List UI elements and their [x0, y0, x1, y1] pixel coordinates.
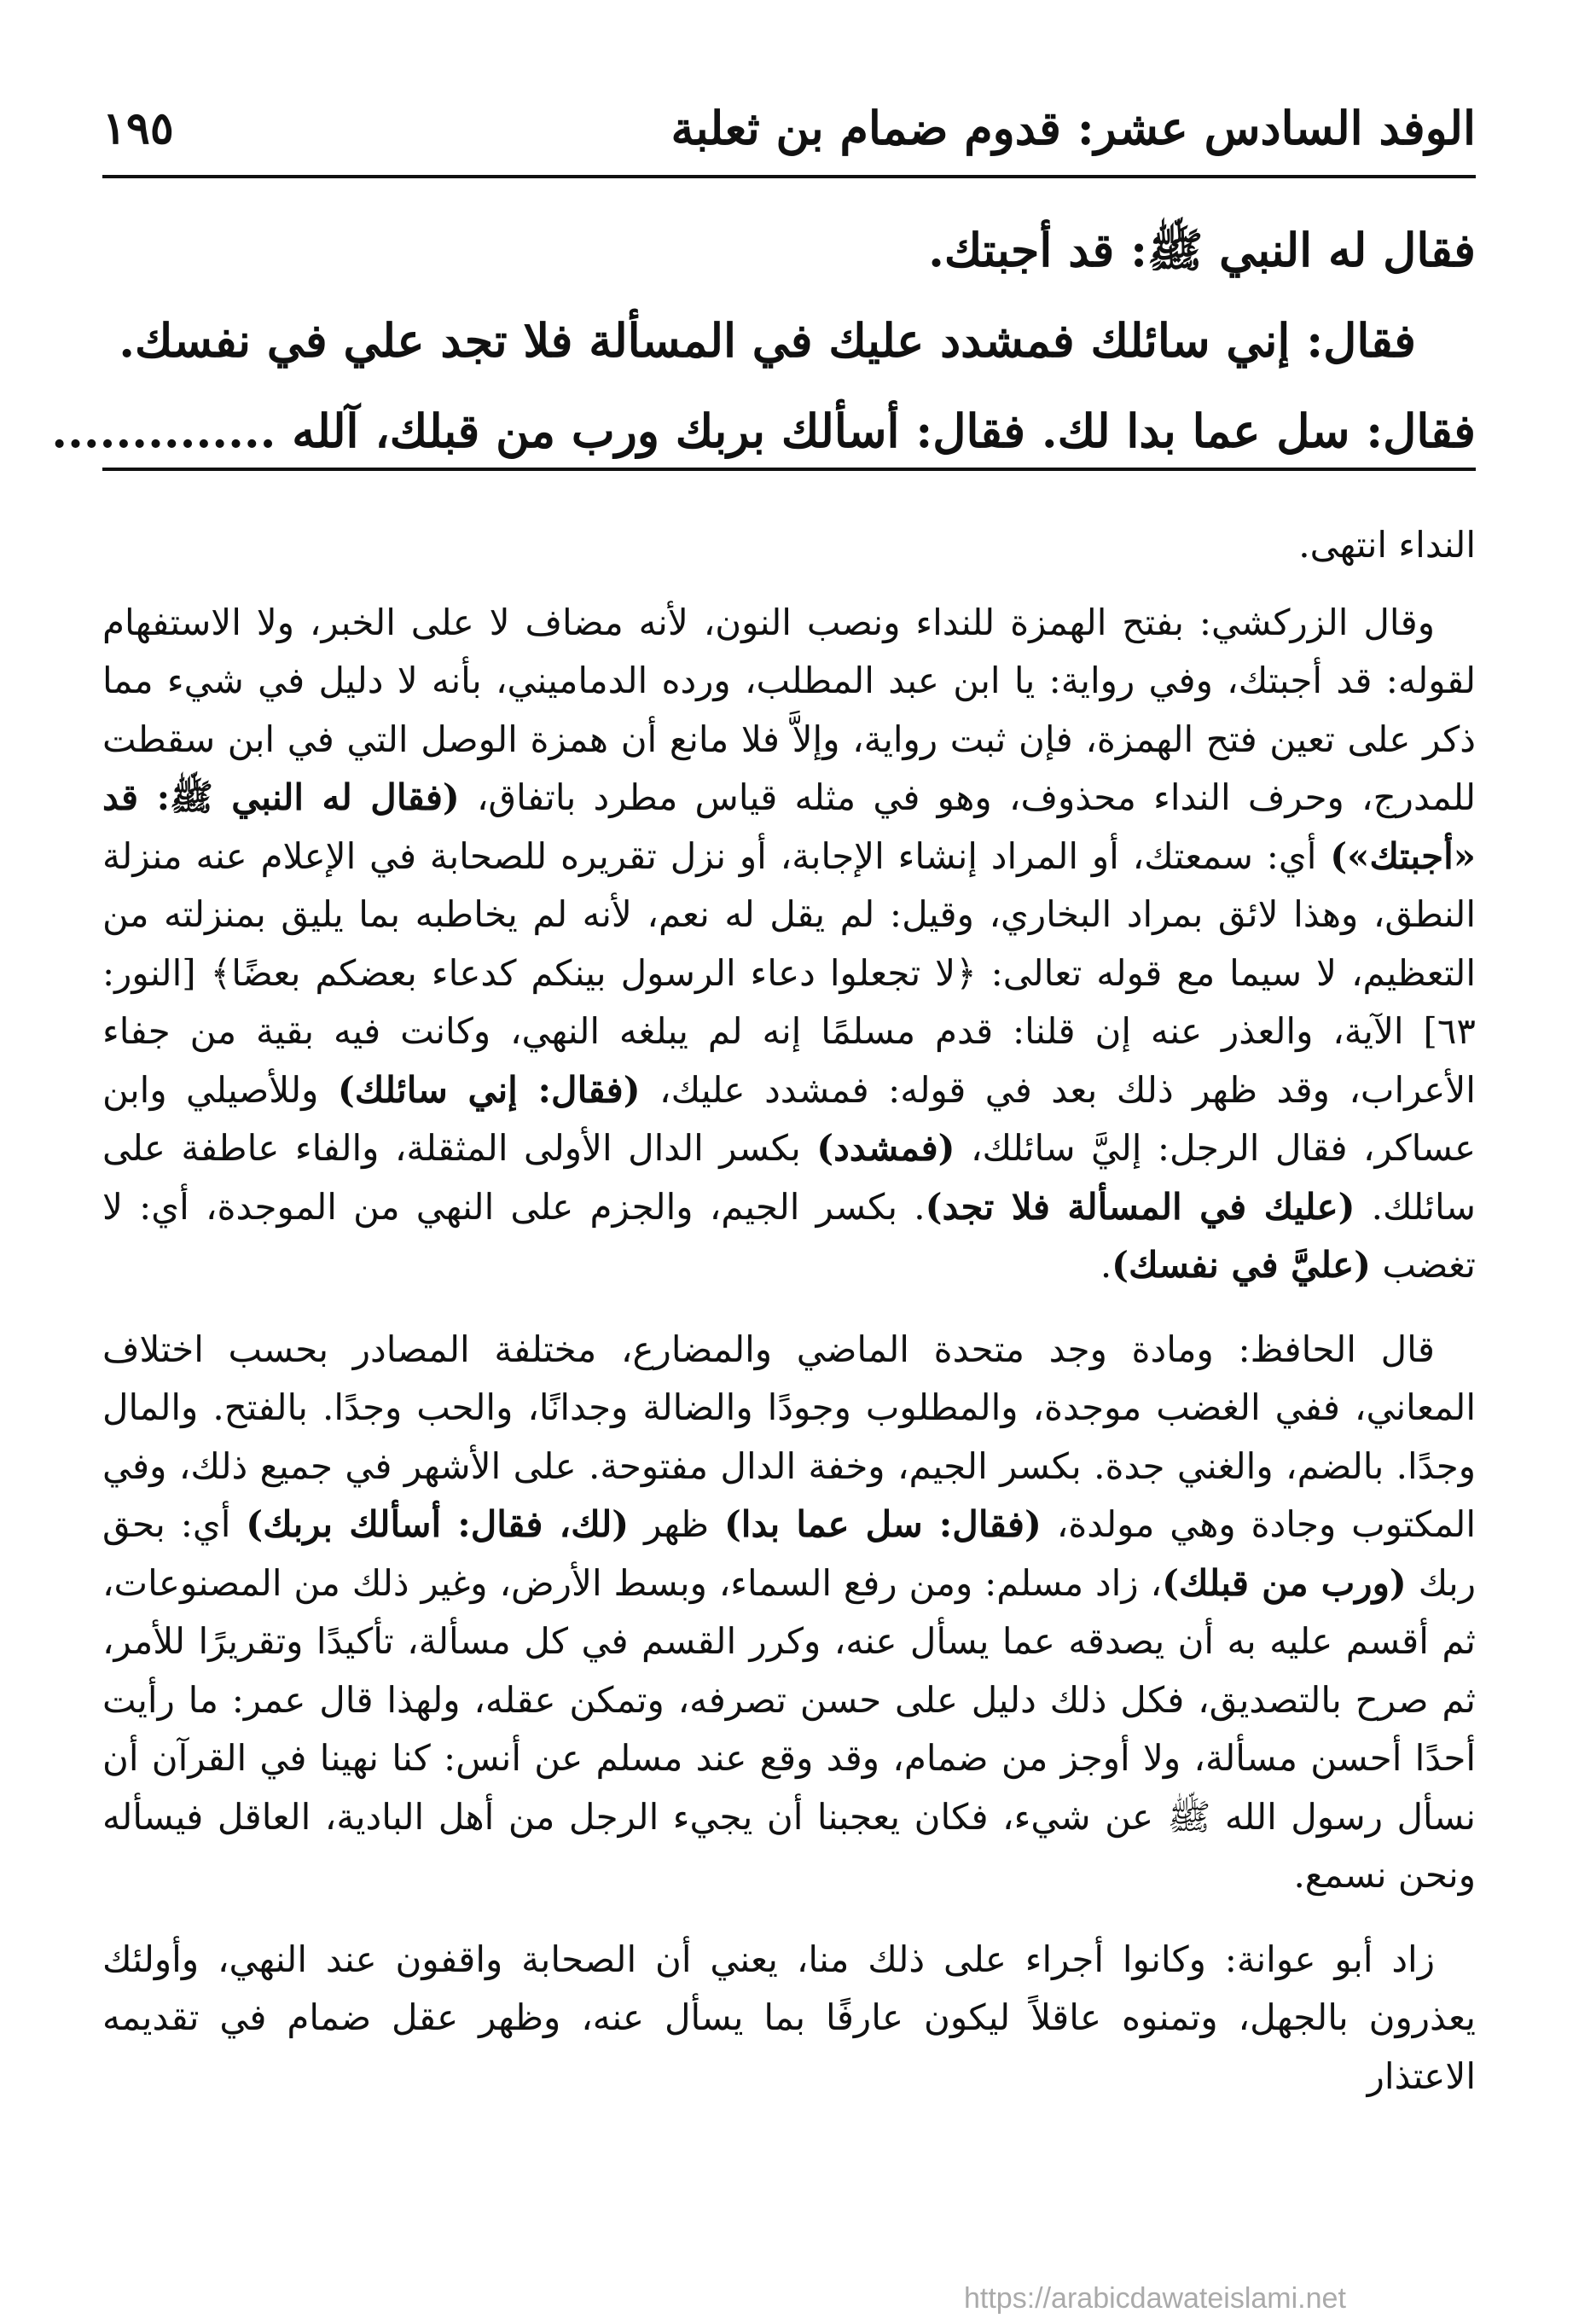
paragraph [102, 1321, 1476, 1905]
quoted-matn: (فقال: سل عما بدا) [723, 1503, 1042, 1545]
text-run: ، زاد مسلم: ومن رفع السماء، وبسط الأرض، وغير ذلك من المصنوعات، ثم أقسم عليه به أن يصدقه عما يسأل عنه، وكرر القسم في كل مسألة، تأكيدًا وتقريرًا للأمر، ثم صرح بالتصديق، فكل ذلك دليل على حسن تصرفه، وتمكن عقله، ولهذا قال عمر: ما رأيت أحدًا أحسن مسألة، ولا أوجز من ضمام، وقد وقع عند مسلم عن أنس: كنا نهينا في القرآن أن نسأل رسول الله ﷺ عن شيء، فكان يعجبنا أن يجيء الرجل من أهل البادية، العاقل فيسأله ونحن نسمع. [102, 1561, 1476, 1896]
text-run: قال الحافظ: ومادة وجد متحدة الماضي والمضارع، مختلفة المصادر بحسب اختلاف المعاني، ففي الغضب موجدة، والمطلوب وجودًا والضالة وجدانًا، والحب وجدًا. بالفتح. والمال وجدًا. بالضم، والغني جدة. بكسر الجيم، وخفة الدال مفتوحة. على الأشهر في جميع ذلك، وفي المكتوب وجادة وهي مولدة، [102, 1328, 1476, 1545]
quoted-matn: (ورب من قبلك) [1162, 1561, 1407, 1604]
quoted-matn: (فمشدد) [816, 1127, 955, 1169]
text-run: أي: بحق ربك [102, 1503, 1476, 1604]
watermark-url: https://arabicdawateislami.net [964, 2282, 1346, 2315]
text-run: أي: سمعتك، أو المراد إنشاء الإجابة، أو نزل تقريره للصحابة في الإعلام عنه منزلة النطق، وهذا لائق بمراد البخاري، وقيل: لم يقل له نعم، لأنه لم يخاطبه بما يليق بمنزلته من التعظيم، لا سيما مع قوله تعالى: ﴿لا تجعلوا دعاء الرسول بينكم كدعاء بعضكم بعضًا﴾ [النور: ٦٣] الآية، والعذر عنه إن قلنا: قدم مسلمًا إنه لم يبلغه النهي، وكانت فيه بقية من جفاء الأعراب، وقد ظهر ذلك بعد في قوله: فمشدد عليك، [102, 834, 1476, 1111]
page-header [102, 94, 1476, 162]
quoted-matn: (فقال: إني سائلك) [337, 1068, 641, 1111]
text-run: بكسر الدال الأولى المثقلة، والفاء عاطفة على سائلك. [102, 1127, 1476, 1228]
paragraph: زاد أبو عوانة: وكانوا أجراء على ذلك منا، يعني أن الصحابة واقفون عند النهي، وأولئك يعذرون بالجهل، وتمنوه عاقلاً ليكون عارفًا بما يسأل عنه، وظهر عقل ضمام في تقديمه الاعتذار [102, 1938, 1476, 2097]
text-run: ظهر [644, 1503, 710, 1545]
text-run: . بكسر الجيم، والجزم على النهي من الموجدة، أي: لا تغضب [102, 1185, 1476, 1286]
text-run: وقال الزركشي: بفتح الهمزة للنداء ونصب النون، لأنه مضاف لا على الخبر، ولا الاستفهام لقوله: قد أجبتك، وفي رواية: يا ابن عبد المطلب، ورده الدماميني، بأنه لا دليل في شيء مما ذكر على تعين فتح الهمزة، فإن ثبت رواية، وإلاَّ فلا مانع أن همزة الوصل التي في ابن سقطت للمدرج، وحرف النداء محذوف، وهو في مثله قياس مطرد باتفاق، [102, 601, 1476, 818]
quoted-matn: (عليك في المسألة فلا تجد) [925, 1185, 1355, 1228]
text-run: وللأصيلي وابن عساكر، فقال الرجل: إليَّ سائلك، [102, 1068, 1477, 1169]
paragraph [102, 594, 1476, 1295]
header-divider [102, 175, 1476, 178]
hadith-line: فقال له النبي ﷺ: قد أجبتك. [928, 223, 1476, 277]
page-number: ١٩٥ [102, 102, 174, 154]
quoted-matn: (فقال له النبي ﷺ: قد «أجبتك») [102, 776, 1476, 877]
hadith-line: فقال: سل عما بدا لك. فقال: أسألك بربك ورب من قبلك، آلله .............. [51, 404, 1476, 458]
text-run: . [1100, 1244, 1112, 1286]
quoted-matn: (لك، فقال: أسألك بربك) [246, 1503, 630, 1545]
hadith-line: فقال: إني سائلك فمشدد عليك في المسألة فلا تجد علي في نفسك. [119, 313, 1416, 368]
hadith-text [51, 205, 1476, 476]
book-page [51, 0, 1477, 2324]
quoted-matn: (عليَّ في نفسك) [1112, 1244, 1372, 1286]
hadith-divider [102, 468, 1476, 471]
commentary-text [102, 516, 1476, 2106]
chapter-title: الوفد السادس عشر: قدوم ضمام بن ثعلبة [670, 101, 1476, 155]
paragraph: النداء انتهى. [1298, 524, 1476, 566]
